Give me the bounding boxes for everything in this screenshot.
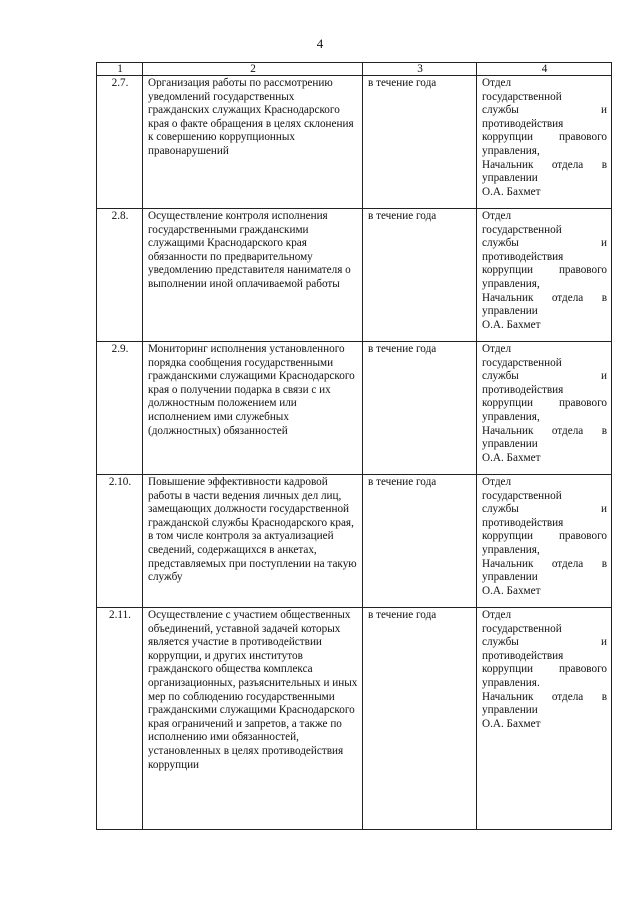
- responsible-line: Отдел: [482, 343, 512, 355]
- col-header-3: 3: [363, 63, 477, 76]
- responsible-line: управлении: [482, 305, 538, 318]
- responsible-line: Начальник отдела в: [482, 158, 607, 171]
- responsible-line: управлении: [482, 438, 538, 451]
- responsible-party: [477, 608, 612, 830]
- responsible-line: коррупции правового: [482, 131, 607, 144]
- responsible-line: управления,: [482, 144, 540, 157]
- execution-period: в течение года: [363, 76, 477, 209]
- responsible-line: управлении: [482, 704, 538, 717]
- responsible-line: Отдел: [482, 77, 512, 89]
- responsible-party: [477, 475, 612, 608]
- responsible-line: коррупции правового: [482, 397, 607, 410]
- responsible-line: управления,: [482, 277, 540, 290]
- responsible-line: противодействия: [482, 383, 564, 396]
- responsible-line: противодействия: [482, 516, 564, 529]
- responsible-line: управлении: [482, 172, 538, 185]
- responsible-line: службы и: [482, 370, 607, 383]
- responsible-line: О.А. Бахмет: [482, 451, 541, 464]
- col-header-1: 1: [97, 63, 143, 76]
- col-header-4: 4: [477, 63, 612, 76]
- responsible-line: О.А. Бахмет: [482, 318, 541, 331]
- measures-table: [96, 62, 612, 830]
- execution-period: в течение года: [363, 475, 477, 608]
- responsible-line: государственной: [482, 489, 562, 502]
- responsible-line: управления,: [482, 410, 540, 423]
- responsible-line: Начальник отдела в: [482, 690, 607, 703]
- row-number: 2.10.: [97, 475, 143, 608]
- responsible-line: Отдел: [482, 476, 512, 488]
- responsible-line: противодействия: [482, 117, 564, 130]
- table-row: [97, 608, 612, 830]
- responsible-line: государственной: [482, 223, 562, 236]
- measure-description: Осуществление с участием общественных объединений, уставной задачей которых является участие в противодействии коррупции, и других институтов гражданского общества комплекса организационных, разъяснительных и иных мер по соблюдению государственными гражданскими служащими Краснодарского края ограничений и запретов, а также по исполнению ими обязанностей, установленных в целях противодействия коррупции: [143, 608, 363, 830]
- responsible-line: управлении: [482, 571, 538, 584]
- table-row: [97, 76, 612, 209]
- responsible-line: службы и: [482, 503, 607, 516]
- table-row: [97, 209, 612, 342]
- responsible-line: службы и: [482, 636, 607, 649]
- responsible-line: Отдел: [482, 210, 512, 222]
- responsible-line: управления.: [482, 676, 540, 689]
- responsible-line: службы и: [482, 237, 607, 250]
- col-header-2: 2: [143, 63, 363, 76]
- responsible-party: [477, 342, 612, 475]
- row-number: 2.9.: [97, 342, 143, 475]
- table-row: [97, 342, 612, 475]
- responsible-line: государственной: [482, 622, 562, 635]
- responsible-party: [477, 209, 612, 342]
- row-number: 2.11.: [97, 608, 143, 830]
- responsible-line: О.А. Бахмет: [482, 584, 541, 597]
- responsible-line: управления,: [482, 543, 540, 556]
- responsible-line: службы и: [482, 104, 607, 117]
- responsible-line: противодействия: [482, 250, 564, 263]
- measure-description: Мониторинг исполнения установленного порядка сообщения государственными гражданскими служащими Краснодарского края о получении подарка в связи с их должностным положением или исполнением ими служебных (должностных) обязанностей: [143, 342, 363, 475]
- responsible-line: коррупции правового: [482, 663, 607, 676]
- measure-description: Организация работы по рассмотрению уведомлений государственных гражданских служащих Краснодарского края о факте обращения в целях склонения к совершению коррупционных правонарушений: [143, 76, 363, 209]
- responsible-line: коррупции правового: [482, 530, 607, 543]
- responsible-line: государственной: [482, 90, 562, 103]
- row-number: 2.8.: [97, 209, 143, 342]
- responsible-line: Начальник отдела в: [482, 424, 607, 437]
- responsible-line: Начальник отдела в: [482, 291, 607, 304]
- responsible-line: О.А. Бахмет: [482, 185, 541, 198]
- responsible-line: противодействия: [482, 649, 564, 662]
- page-number: 4: [316, 36, 324, 51]
- table-row: [97, 475, 612, 608]
- responsible-party: [477, 76, 612, 209]
- responsible-line: коррупции правового: [482, 264, 607, 277]
- responsible-line: О.А. Бахмет: [482, 717, 541, 730]
- measure-description: Осуществление контроля исполнения государственными гражданскими служащими Краснодарского края обязанности по предварительному уведомлению представителя нанимателя о выполнении иной оплачиваемой работы: [143, 209, 363, 342]
- header-row: [97, 63, 612, 76]
- execution-period: в течение года: [363, 209, 477, 342]
- responsible-line: Начальник отдела в: [482, 557, 607, 570]
- measure-description: Повышение эффективности кадровой работы в части ведения личных дел лиц, замещающих должности государственной гражданской службы Краснодарского края, в том числе контроля за актуализацией сведений, содержащихся в анкетах, представляемых при поступлении на такую службу: [143, 475, 363, 608]
- responsible-line: государственной: [482, 356, 562, 369]
- execution-period: в течение года: [363, 342, 477, 475]
- row-number: 2.7.: [97, 76, 143, 209]
- responsible-line: Отдел: [482, 609, 512, 621]
- execution-period: в течение года: [363, 608, 477, 830]
